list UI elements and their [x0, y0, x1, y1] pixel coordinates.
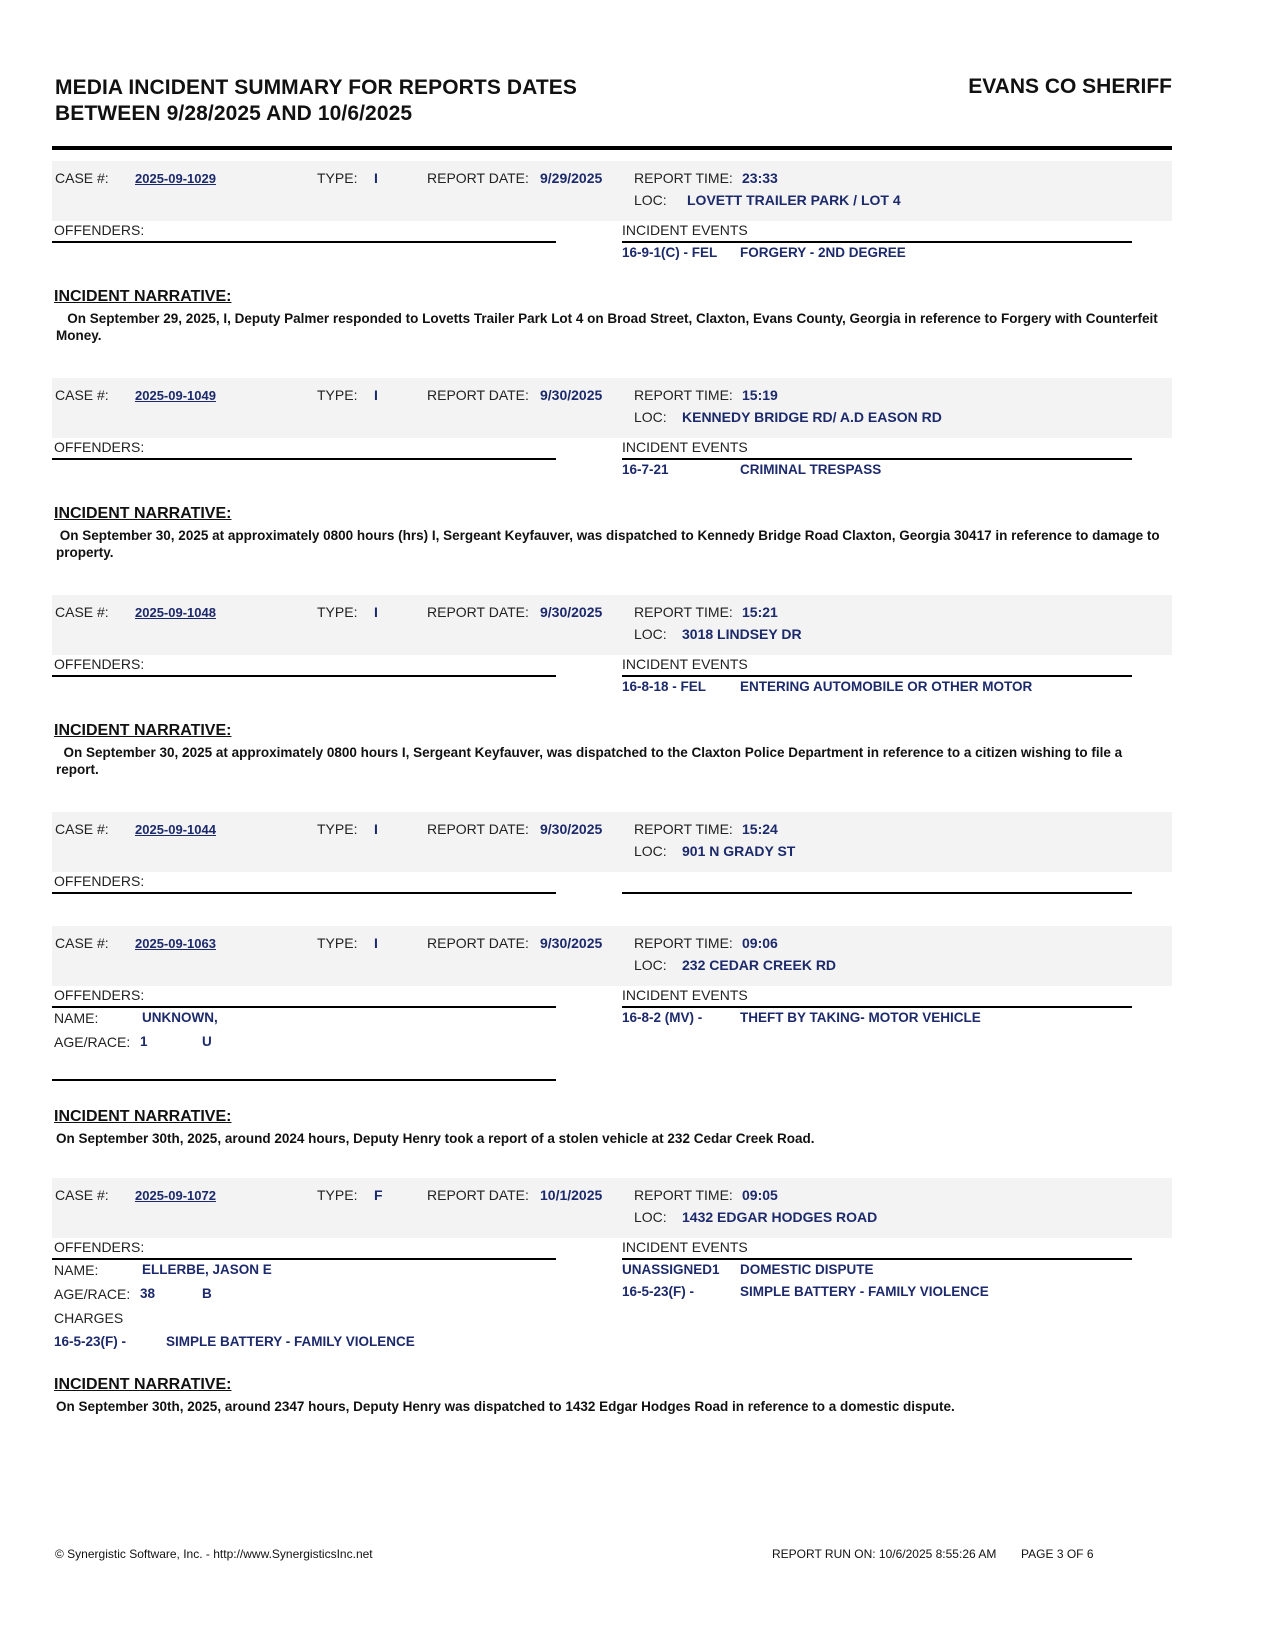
report-time-value: 09:05 [742, 1187, 778, 1203]
case-header-band [52, 812, 1172, 872]
report-date-label: REPORT DATE: [427, 1187, 529, 1203]
narrative-heading: INCIDENT NARRATIVE: [54, 288, 232, 305]
report-title [55, 75, 577, 127]
narrative-text: On September 30, 2025 at approximately 0800 hours (hrs) I, Sergeant Keyfauver, was dispatched to Kennedy Bridge Road Claxton, Georgia 30417 in reference to damage to property. [56, 528, 1164, 560]
report-time-value: 15:24 [742, 821, 778, 837]
offender-name-label: NAME: [54, 1262, 99, 1278]
charges-label: CHARGES [54, 1310, 124, 1326]
footer-run-info [772, 1547, 1094, 1561]
report-title-line1: MEDIA INCIDENT SUMMARY FOR REPORTS DATES [55, 76, 578, 99]
case-block [52, 926, 1172, 1151]
offender-name-value: UNKNOWN, [142, 1010, 218, 1025]
location-label: LOC: [634, 957, 667, 973]
event-code: 16-5-23(F) - [622, 1284, 695, 1299]
case-block [52, 812, 1172, 902]
offender-race-value: B [202, 1286, 212, 1301]
case-number-link[interactable]: 2025-09-1048 [135, 605, 216, 620]
event-description: THEFT BY TAKING- MOTOR VEHICLE [740, 1010, 981, 1025]
case-number-label: CASE #: [55, 604, 109, 620]
event-description: ENTERING AUTOMOBILE OR OTHER MOTOR [740, 679, 1033, 694]
offenders-label: OFFENDERS: [54, 1239, 145, 1255]
type-label: TYPE: [317, 1187, 358, 1203]
location-value: 901 N GRADY ST [682, 843, 796, 859]
offenders-rule [52, 892, 556, 894]
type-label: TYPE: [317, 170, 358, 186]
type-label: TYPE: [317, 935, 358, 951]
incident-events-rule [622, 892, 1132, 894]
incident-events-rule [622, 675, 1132, 677]
offenders-rule [52, 675, 556, 677]
report-date-value: 9/29/2025 [540, 170, 603, 186]
location-value: 232 CEDAR CREEK RD [682, 957, 837, 973]
charge-code: 16-5-23(F) - [54, 1334, 127, 1349]
location-label: LOC: [634, 843, 667, 859]
location-value: LOVETT TRAILER PARK / LOT 4 [687, 192, 901, 208]
incident-events-rule [622, 458, 1132, 460]
offenders-rule [52, 1258, 556, 1260]
narrative-text: On September 30th, 2025, around 2024 hours, Deputy Henry took a report of a stolen vehicle at 232 Cedar Creek Road. [56, 1131, 815, 1146]
incident-events-rule [622, 241, 1132, 243]
event-code: 16-8-18 - FEL [622, 679, 707, 694]
incident-events-rule [622, 1258, 1132, 1260]
offenders-label: OFFENDERS: [54, 439, 145, 455]
case-header-band [52, 161, 1172, 221]
report-time-value: 15:21 [742, 604, 778, 620]
agency-name: EVANS CO SHERIFF [968, 75, 1172, 98]
offenders-label: OFFENDERS: [54, 873, 145, 889]
type-value: I [374, 935, 378, 951]
offender-race-value: U [202, 1034, 212, 1049]
event-description: FORGERY - 2ND DEGREE [740, 245, 906, 260]
case-number-link[interactable]: 2025-09-1063 [135, 936, 216, 951]
offender-age-value: 38 [140, 1286, 156, 1301]
event-description: DOMESTIC DISPUTE [740, 1262, 874, 1277]
page-number: PAGE 3 OF 6 [1021, 1547, 1094, 1561]
case-number-link[interactable]: 2025-09-1049 [135, 388, 216, 403]
narrative-text: On September 30th, 2025, around 2347 hours, Deputy Henry was dispatched to 1432 Edgar Hodges Road in reference to a domestic dispute. [56, 1399, 955, 1414]
report-date-value: 10/1/2025 [540, 1187, 603, 1203]
case-header-band [52, 378, 1172, 438]
offenders-label: OFFENDERS: [54, 656, 145, 672]
offender-name-value: ELLERBE, JASON E [142, 1262, 272, 1277]
location-label: LOC: [634, 626, 667, 642]
offenders-label: OFFENDERS: [54, 987, 145, 1003]
case-number-link[interactable]: 2025-09-1044 [135, 822, 216, 837]
charge-description: SIMPLE BATTERY - FAMILY VIOLENCE [166, 1334, 415, 1349]
report-time-label: REPORT TIME: [634, 604, 733, 620]
offenders-rule [52, 1006, 556, 1008]
event-description: CRIMINAL TRESPASS [740, 462, 882, 477]
case-block [52, 595, 1172, 795]
footer-copyright: © Synergistic Software, Inc. - http://www.SynergisticsInc.net [55, 1547, 373, 1561]
case-number-label: CASE #: [55, 170, 109, 186]
location-label: LOC: [634, 1209, 667, 1225]
offender-age-race-label: AGE/RACE: [54, 1286, 131, 1302]
report-time-label: REPORT TIME: [634, 935, 733, 951]
location-value: 3018 LINDSEY DR [682, 626, 802, 642]
report-date-label: REPORT DATE: [427, 935, 529, 951]
case-number-label: CASE #: [55, 1187, 109, 1203]
type-label: TYPE: [317, 387, 358, 403]
event-code: 16-9-1(C) - FEL [622, 245, 718, 260]
case-number-label: CASE #: [55, 821, 109, 837]
event-code: 16-8-2 (MV) - [622, 1010, 703, 1025]
incident-events-label: INCIDENT EVENTS [622, 1239, 748, 1255]
report-time-label: REPORT TIME: [634, 821, 733, 837]
location-value: 1432 EDGAR HODGES ROAD [682, 1209, 878, 1225]
case-number-link[interactable]: 2025-09-1029 [135, 171, 216, 186]
report-time-value: 09:06 [742, 935, 778, 951]
location-value: KENNEDY BRIDGE RD/ A.D EASON RD [682, 409, 942, 425]
report-date-value: 9/30/2025 [540, 604, 603, 620]
offender-name-label: NAME: [54, 1010, 99, 1026]
offender-age-race-label: AGE/RACE: [54, 1034, 131, 1050]
offender-end-rule [52, 1079, 556, 1081]
report-date-value: 9/30/2025 [540, 935, 603, 951]
narrative-heading: INCIDENT NARRATIVE: [54, 722, 232, 739]
report-date-label: REPORT DATE: [427, 604, 529, 620]
narrative-heading: INCIDENT NARRATIVE: [54, 1376, 232, 1393]
type-value: I [374, 604, 378, 620]
case-header-band [52, 1178, 1172, 1238]
type-value: I [374, 821, 378, 837]
report-run-on: REPORT RUN ON: 10/6/2025 8:55:26 AM [772, 1547, 997, 1561]
narrative-heading: INCIDENT NARRATIVE: [54, 505, 232, 522]
narrative-text: On September 30, 2025 at approximately 0800 hours I, Sergeant Keyfauver, was dispatched to the Claxton Police Department in reference to a citizen wishing to file a report. [56, 745, 1126, 777]
report-time-label: REPORT TIME: [634, 1187, 733, 1203]
event-description: SIMPLE BATTERY - FAMILY VIOLENCE [740, 1284, 989, 1299]
type-value: I [374, 387, 378, 403]
case-block [52, 378, 1172, 578]
incident-events-label: INCIDENT EVENTS [622, 439, 748, 455]
location-label: LOC: [634, 409, 667, 425]
report-title-line2: BETWEEN 9/28/2025 AND 10/6/2025 [55, 102, 413, 125]
narrative-heading: INCIDENT NARRATIVE: [54, 1108, 232, 1125]
report-time-value: 15:19 [742, 387, 778, 403]
offenders-label: OFFENDERS: [54, 222, 145, 238]
incident-events-label: INCIDENT EVENTS [622, 987, 748, 1003]
report-time-label: REPORT TIME: [634, 387, 733, 403]
incident-events-label: INCIDENT EVENTS [622, 656, 748, 672]
narrative-text: On September 29, 2025, I, Deputy Palmer responded to Lovetts Trailer Park Lot 4 on Broad Street, Claxton, Evans County, Georgia in reference to Forgery with Counterfeit Money. [56, 311, 1162, 343]
offenders-rule [52, 241, 556, 243]
report-date-label: REPORT DATE: [427, 821, 529, 837]
case-header-band [52, 595, 1172, 655]
case-number-label: CASE #: [55, 935, 109, 951]
case-block [52, 161, 1172, 361]
type-value: I [374, 170, 378, 186]
offenders-rule [52, 458, 556, 460]
event-code: 16-7-21 [622, 462, 669, 477]
incident-events-label: INCIDENT EVENTS [622, 222, 748, 238]
location-label: LOC: [634, 192, 667, 208]
case-header-band [52, 926, 1172, 986]
case-block [52, 1178, 1172, 1428]
type-value: F [374, 1187, 383, 1203]
case-number-link[interactable]: 2025-09-1072 [135, 1188, 216, 1203]
type-label: TYPE: [317, 821, 358, 837]
report-time-value: 23:33 [742, 170, 778, 186]
report-date-value: 9/30/2025 [540, 821, 603, 837]
report-date-label: REPORT DATE: [427, 170, 529, 186]
report-time-label: REPORT TIME: [634, 170, 733, 186]
offender-age-value: 1 [140, 1034, 148, 1049]
report-date-label: REPORT DATE: [427, 387, 529, 403]
event-code: UNASSIGNED1 [622, 1262, 720, 1277]
header-rule [52, 146, 1172, 150]
report-date-value: 9/30/2025 [540, 387, 603, 403]
case-number-label: CASE #: [55, 387, 109, 403]
incident-events-rule [622, 1006, 1132, 1008]
type-label: TYPE: [317, 604, 358, 620]
